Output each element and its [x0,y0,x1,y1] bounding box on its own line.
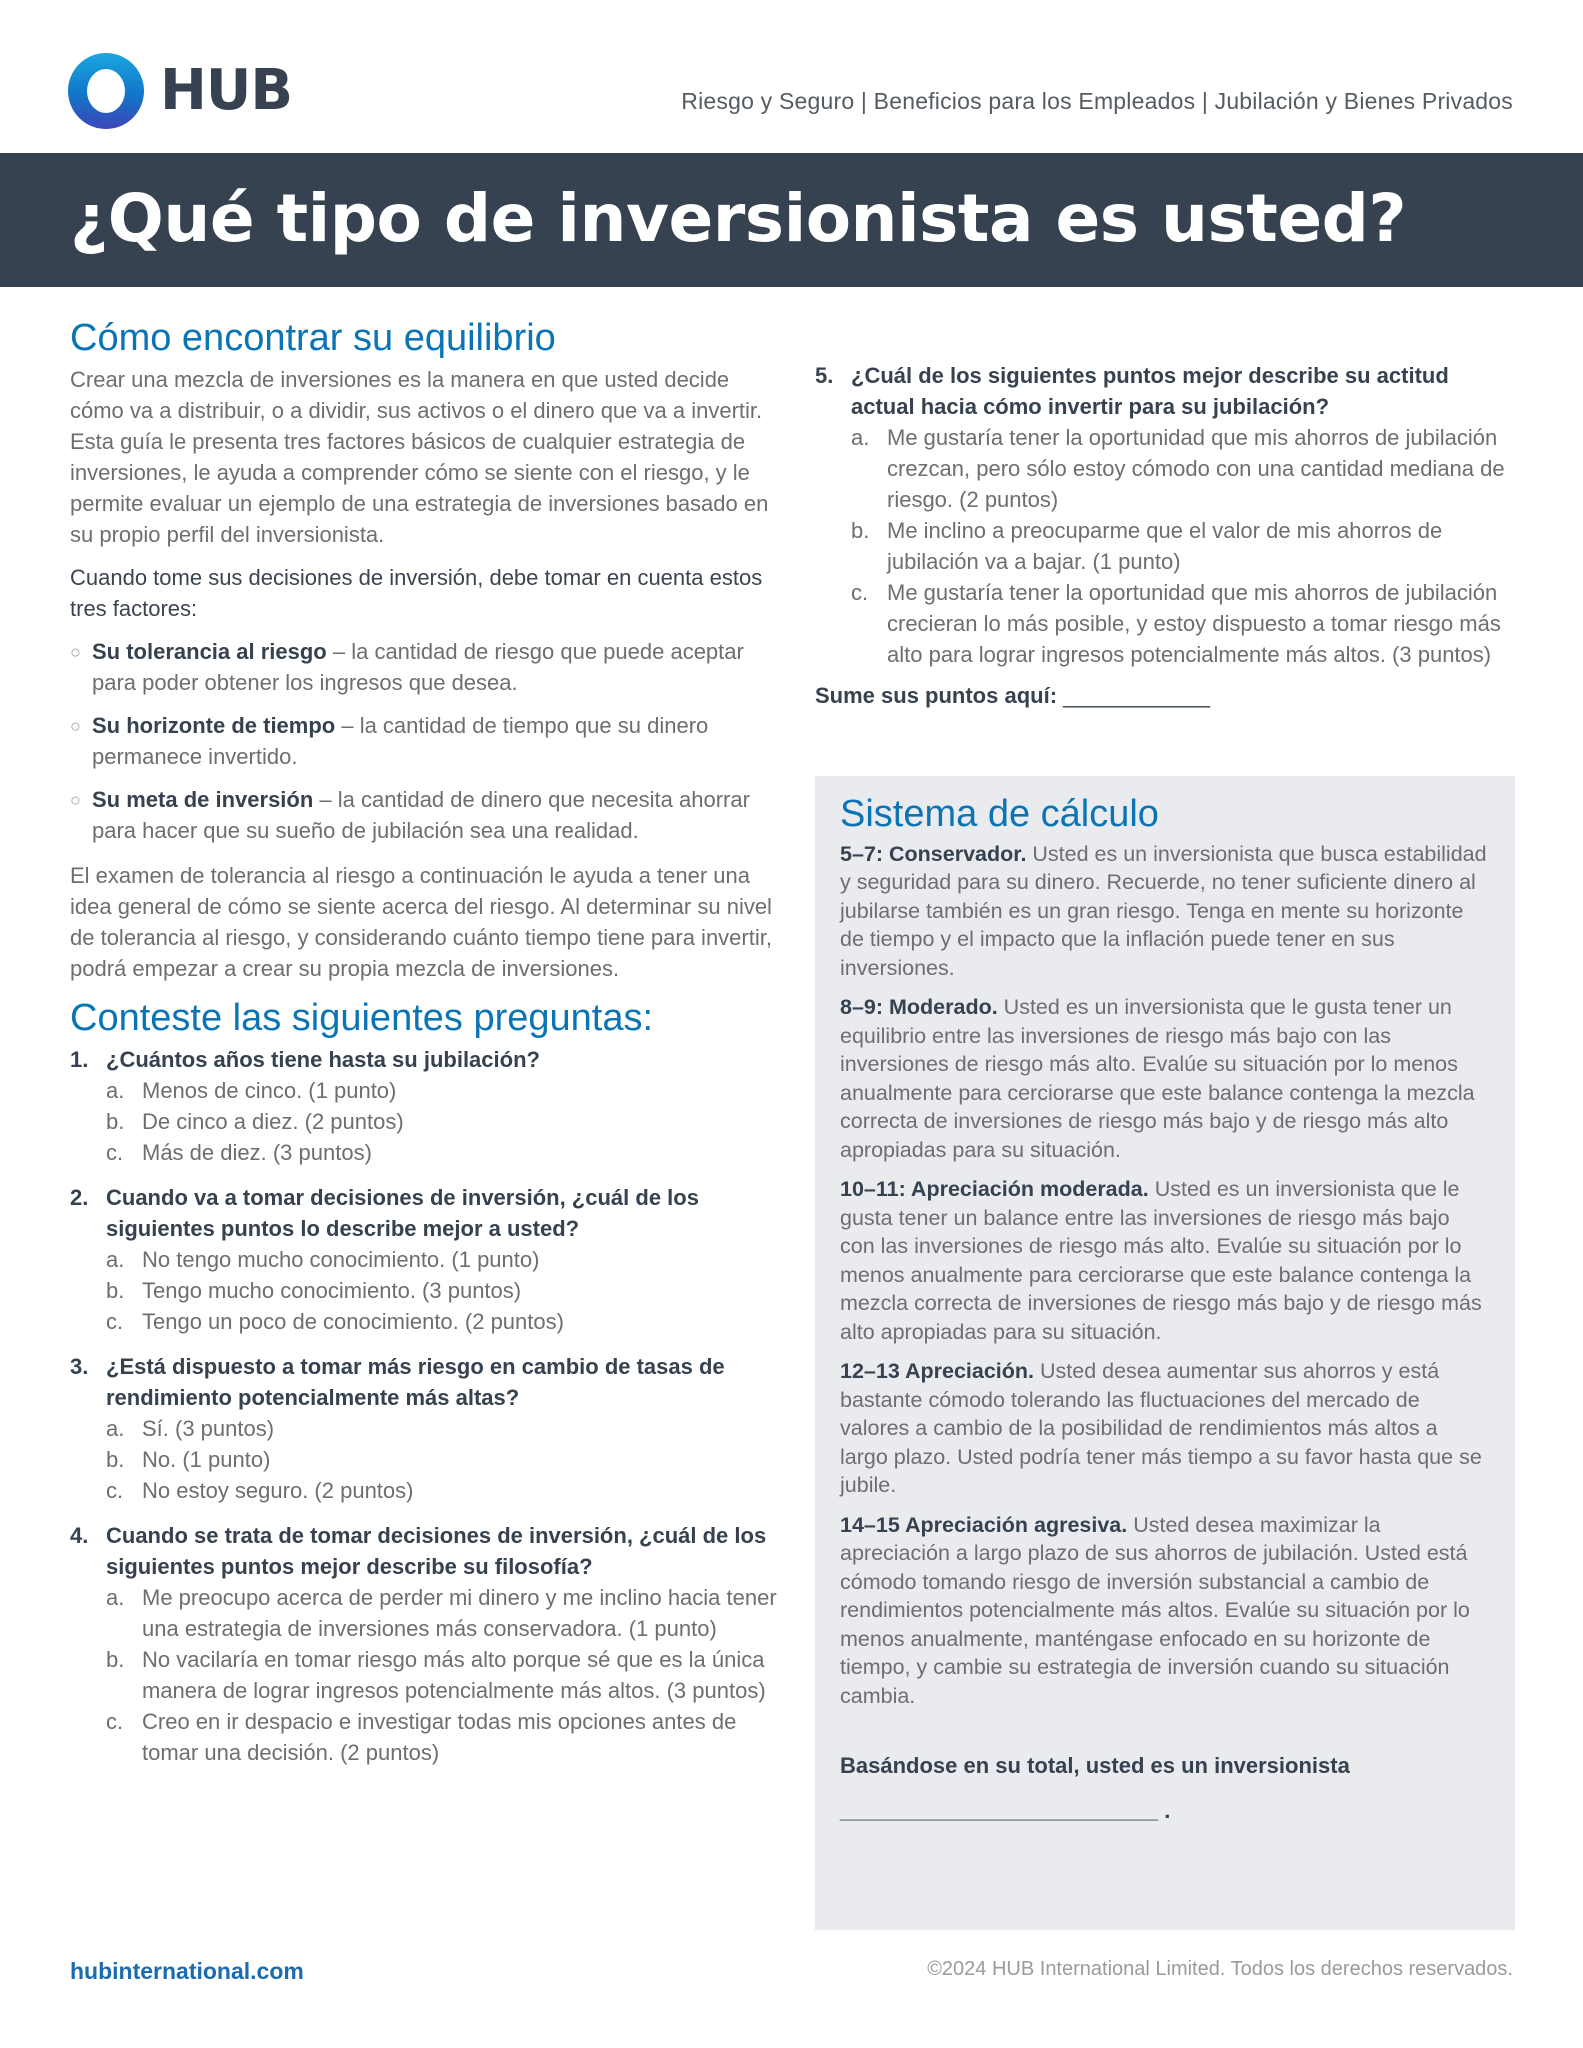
answer-option[interactable] [815,422,1515,515]
option-text: Tengo un poco de conocimiento. (2 puntos) [142,1308,564,1334]
factor-desc: – la cantidad de tiempo que su dinero permanece invertido. [92,712,709,769]
answer-option[interactable] [70,1413,780,1444]
option-letter: c. [851,580,869,605]
answer-option[interactable] [70,1244,780,1275]
sum-blank-line[interactable]: ____________ [1057,683,1210,708]
question-number: 5. [815,363,834,388]
option-text: No tengo mucho conocimiento. (1 punto) [142,1246,540,1272]
tier-text: Usted es un inversionista que busca estabilidad y seguridad para su dinero. Recuerde, no tener suficiente dinero al jubilarse también es un gran riesgo. Tenga en mente su horizonte de tiempo y el impacto que la inflación puede tener en sus inversiones. [840,841,1487,980]
scoring-tier [840,1175,1489,1346]
option-letter: b. [851,518,870,543]
left-column [70,318,780,1768]
option-letter: b. [106,1108,125,1134]
option-text: No vacilaría en tomar riesgo más alto porque sé que es la única manera de lograr ingresos potencialmente más altos. (3 puntos) [142,1646,766,1703]
final-result-blank[interactable]: __________________________ . [840,1798,1171,1824]
question-text: Cuando va a tomar decisiones de inversión, ¿cuál de los siguientes puntos lo describe mejor a usted? [106,1184,699,1241]
option-letter: b. [106,1277,125,1303]
scoring-box [815,776,1515,1930]
option-letter: c. [106,1139,124,1165]
answer-option[interactable] [70,1306,780,1337]
factor-desc: – la cantidad de riesgo que puede aceptar para poder obtener los ingresos que desea. [92,638,744,695]
factor-term: Su meta de inversión [92,786,314,812]
circle-bullet-icon: ○ [70,789,81,810]
option-letter: a. [106,1246,125,1272]
intro-paragraph: Crear una mezcla de inversiones es la manera en que usted decide cómo va a distribuir, o a dividir, sus activos o el dinero que va a invertir. Esta guía le presenta tres factores básicos de cualquier estrategia de inversiones, le ayuda a comprender cómo se siente con el riesgo, y le permite evaluar un ejemplo de una estrategia de inversiones basado en su propio perfil del inversionista. [70,366,769,547]
tier-label: 14–15 Apreciación agresiva. [840,1512,1128,1537]
option-text: No. (1 punto) [142,1446,271,1472]
scoring-tier [840,1357,1489,1500]
answer-option[interactable] [70,1275,780,1306]
question-4 [70,1520,780,1768]
option-letter: c. [106,1477,124,1503]
answer-option[interactable] [70,1444,780,1475]
option-letter: b. [106,1646,125,1672]
answer-option[interactable] [70,1137,780,1168]
tagline: Riesgo y Seguro | Beneficios para los Empleados | Jubilación y Bienes Privados [681,88,1513,114]
tier-text: Usted desea aumentar sus ahorros y está bastante cómodo tolerando las fluctuaciones del mercado de valores a cambio de la posibilidad de rendimientos más altos a largo plazo. Usted podría tener más tiempo a su favor hasta que se jubile. [840,1359,1482,1498]
question-number: 3. [70,1353,89,1379]
option-letter: a. [106,1584,125,1610]
intro-closing: El examen de tolerancia al riesgo a continuación le ayuda a tener una idea general de cómo se siente acerca del riesgo. Al determinar su nivel de tolerancia al riesgo, y considerando cuánto tiempo tiene para invertir, podrá empezar a crear su propia mezcla de inversiones. [70,862,772,981]
option-letter: c. [106,1708,124,1734]
circle-bullet-icon: ○ [70,641,81,662]
question-text: ¿Está dispuesto a tomar más riesgo en cambio de tasas de rendimiento potencialmente más altas? [106,1353,725,1410]
page-title: ¿Qué tipo de inversionista es usted? [70,180,1407,257]
question-3 [70,1351,780,1506]
copyright-text: ©2024 HUB International Limited. Todos los derechos reservados. [927,1958,1513,1980]
quiz-heading: Conteste las siguientes preguntas: [70,996,654,1039]
scoring-tier [840,840,1489,983]
tier-text: Usted desea maximizar la apreciación a largo plazo de sus ahorros de jubilación. Usted está cómodo tomando riesgo de inversión substancial a cambio de rendimientos potencialmente más altos. Evalúe su situación por lo menos anualmente, manténgase enfocado en su horizonte de tiempo, y cambie su estrategia de inversión cuando su situación cambia. [840,1512,1470,1708]
option-letter: c. [106,1308,124,1334]
scoring-tier [840,1511,1489,1711]
tier-label: 8–9: Moderado. [840,995,998,1020]
factor-term: Su tolerancia al riesgo [92,638,327,664]
factor-item [70,636,780,698]
tier-label: 12–13 Apreciación. [840,1359,1035,1384]
option-text: No estoy seguro. (2 puntos) [142,1477,414,1503]
question-2 [70,1182,780,1337]
answer-option[interactable] [70,1475,780,1506]
answer-option[interactable] [815,515,1515,577]
tier-label: 5–7: Conservador. [840,841,1027,866]
final-result-label: Basándose en su total, usted es un inversionista [840,1753,1350,1779]
sum-label: Sume sus puntos aquí: [815,683,1058,708]
question-1 [70,1044,780,1168]
intro-heading: Cómo encontrar su equilibrio [70,317,556,359]
logo-text: HUB [160,58,293,123]
option-text: Me gustaría tener la oportunidad que mis ahorros de jubilación crezcan, pero sólo estoy cómodo con una cantidad mediana de riesgo. (2 puntos) [887,425,1505,512]
tier-text: Usted es un inversionista que le gusta tener un balance entre las inversiones de riesgo más bajo con las inversiones de riesgo más alto. Evalúe su situación por lo menos anualmente para cerciorarse que este balance contenga la mezcla correcta de inversiones de riesgo más bajo y de riesgo más alto apropiadas para su situación. [840,1177,1482,1344]
sum-points-field[interactable] [815,680,1515,711]
option-text: Me inclino a preocuparme que el valor de mis ahorros de jubilación va a bajar. (1 punto) [887,518,1443,574]
intro-lead: Cuando tome sus decisiones de inversión, debe tomar en cuenta estos tres factores: [70,564,763,621]
website-link[interactable]: hubinternational.com [70,1958,304,1984]
answer-option[interactable] [70,1706,780,1768]
option-letter: a. [106,1077,125,1103]
option-text: Menos de cinco. (1 punto) [142,1077,397,1103]
factor-item [70,784,780,846]
answer-option[interactable] [70,1644,780,1706]
question-number: 4. [70,1522,89,1548]
option-text: Tengo mucho conocimiento. (3 puntos) [142,1277,522,1303]
option-letter: a. [851,425,870,450]
scoring-tier [840,993,1489,1164]
page-header [0,0,1583,153]
question-number: 2. [70,1184,89,1210]
option-text: Creo en ir despacio e investigar todas mis opciones antes de tomar una decisión. (2 puntos) [142,1708,737,1765]
tier-text: Usted es un inversionista que le gusta tener un equilibrio entre las inversiones de riesgo más bajo con las inversiones de riesgo más alto. Evalúe su situación por lo menos anualmente para cerciorarse que este balance contenga la mezcla correcta de inversiones de riesgo más bajo y de riesgo más alto apropiadas para su situación. [840,995,1475,1162]
title-banner [0,153,1583,287]
question-5 [815,360,1515,670]
option-letter: b. [106,1446,125,1472]
answer-option[interactable] [815,577,1515,670]
question-text: Cuando se trata de tomar decisiones de inversión, ¿cuál de los siguientes puntos mejor describe su filosofía? [106,1522,767,1579]
right-column [815,360,1515,711]
factor-item [70,710,780,772]
hub-logo [68,53,292,129]
answer-option[interactable] [70,1075,780,1106]
option-text: De cinco a diez. (2 puntos) [142,1108,404,1134]
answer-option[interactable] [70,1582,780,1644]
answer-option[interactable] [70,1106,780,1137]
option-letter: a. [106,1415,125,1441]
scoring-heading: Sistema de cálculo [840,793,1159,835]
hub-ring-icon [68,53,144,129]
option-text: Me gustaría tener la oportunidad que mis ahorros de jubilación crecieran lo más posible, y estoy dispuesto a tomar riesgo más alto para lograr ingresos potencialmente más altos. (3 puntos) [887,580,1501,667]
factor-term: Su horizonte de tiempo [92,712,336,738]
question-number: 1. [70,1046,89,1072]
option-text: Más de diez. (3 puntos) [142,1139,372,1165]
question-text: ¿Cuántos años tiene hasta su jubilación? [106,1046,540,1072]
circle-bullet-icon: ○ [70,715,81,736]
option-text: Me preocupo acerca de perder mi dinero y me inclino hacia tener una estrategia de inversiones más conservadora. (1 punto) [142,1584,777,1641]
tier-label: 10–11: Apreciación moderada. [840,1177,1149,1202]
factor-desc: – la cantidad de dinero que necesita ahorrar para hacer que su sueño de jubilación sea una realidad. [92,786,750,843]
option-text: Sí. (3 puntos) [142,1415,275,1441]
question-text: ¿Cuál de los siguientes puntos mejor describe su actitud actual hacia cómo invertir para su jubilación? [851,363,1449,419]
